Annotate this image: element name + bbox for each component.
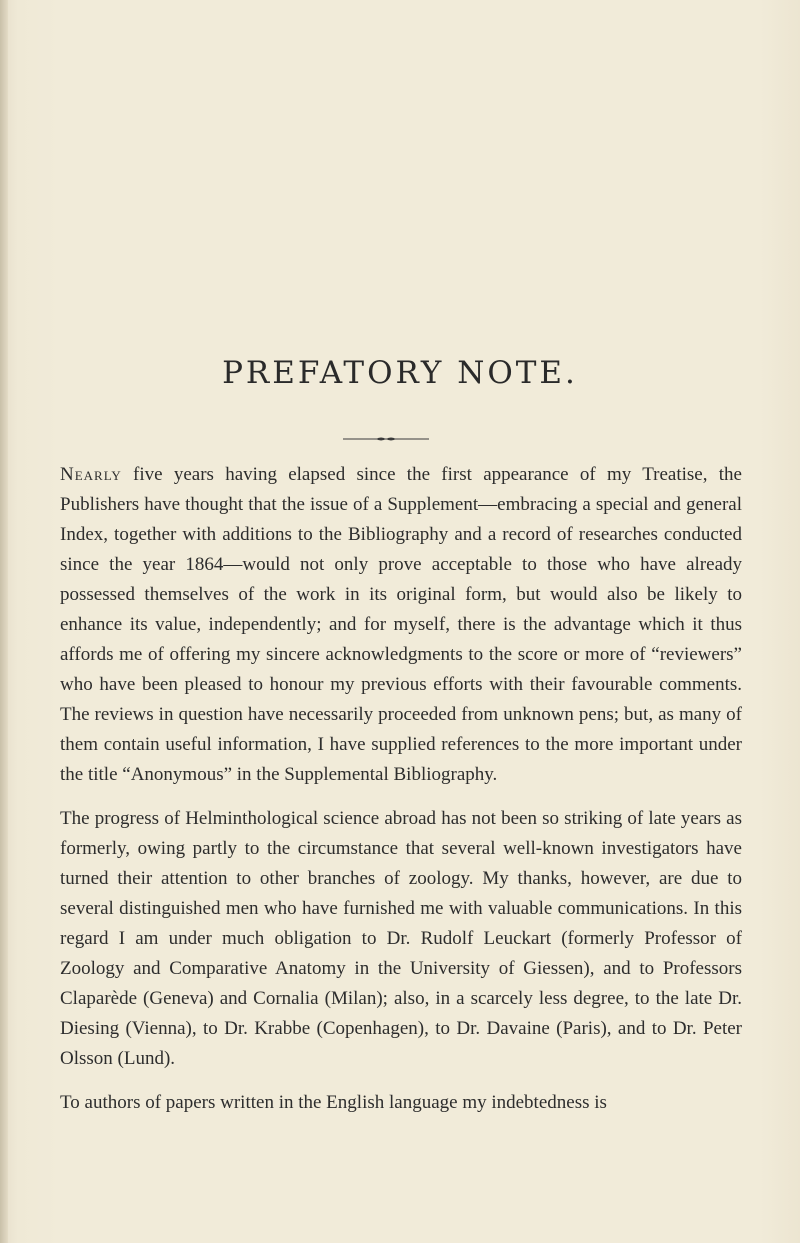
paragraph-1-text: five years having elapsed since the first appearance of my Treatise, the Publishers have thought that the issue of a Supplement—embracing a special and general Index, together with additions to the Bibliography and a record of researches conducted since the year 1864—would not only prove acceptable to those who have already possessed themselves of the work in its original form, but would also be likely to enhance its value, independently; and for myself, there is the advantage which it thus affords me of offering my sincere acknowledgments to the score or more of “reviewers” who have been pleased to honour my previous efforts with their favourable comments. The reviews in question have necessarily proceeded from unknown pens; but, as many of them contain useful information, I have supplied references to the more important under the title “Anonymous” in the Supplemental Bibliography. [60, 464, 742, 785]
paragraph-3 [60, 1088, 742, 1118]
paragraph-2 [60, 804, 742, 1074]
rule-ornament-icon [343, 436, 429, 442]
paragraph-1 [60, 460, 742, 790]
body-text [60, 460, 742, 1132]
page-binding-edge [0, 0, 8, 1243]
lead-word: Nearly [60, 464, 122, 485]
paragraph-3-text: To authors of papers written in the English language my indebtedness is [60, 1092, 607, 1113]
paragraph-2-text: The progress of Helminthological science abroad has not been so striking of late years as formerly, owing partly to the circumstance that several well-known investigators have turned their attention to other branches of zoology. My thanks, however, are due to several distinguished men who have furnished me with valuable communications. In this regard I am under much obligation to Dr. Rudolf Leuckart (formerly Professor of Zoology and Comparative Anatomy in the University of Giessen), and to Professors Claparède (Geneva) and Cornalia (Milan); also, in a scarcely less degree, to the late Dr. Diesing (Vienna), to Dr. Krabbe (Copenhagen), to Dr. Davaine (Paris), and to Dr. Peter Olsson (Lund). [60, 808, 742, 1069]
page-title: PREFATORY NOTE. [222, 355, 578, 391]
